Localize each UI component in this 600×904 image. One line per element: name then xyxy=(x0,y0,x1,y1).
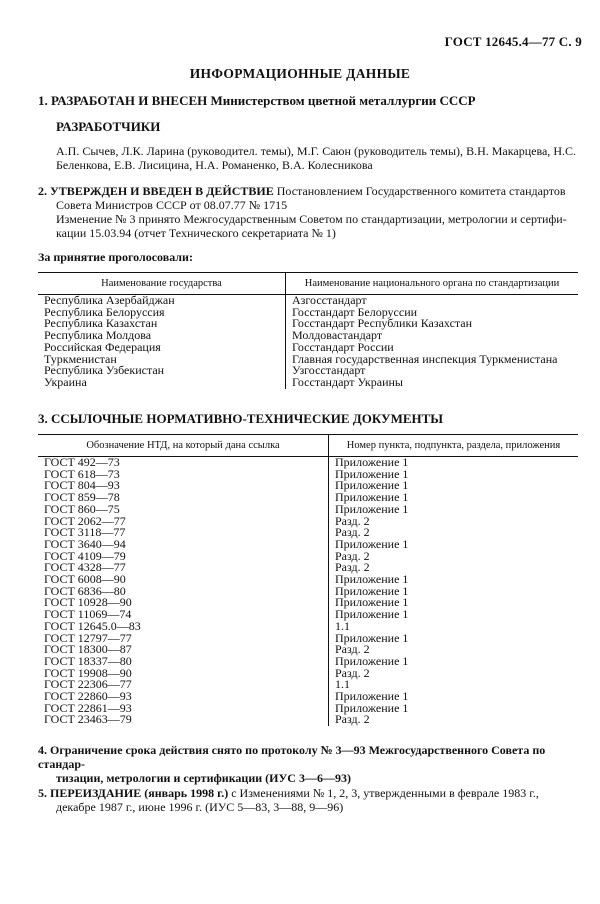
reference-row-col2: Приложение 1 xyxy=(335,595,409,610)
reference-row-col1: ГОСТ 10928—90 xyxy=(38,597,329,609)
voting-row-col2: Азгосстандарт xyxy=(292,293,367,307)
voting-label: За принятие проголосовали: xyxy=(38,250,193,264)
section-5-label: 5. ПЕРЕИЗДАНИЕ (январь 1998 г.) xyxy=(38,786,229,800)
reference-row-col1: ГОСТ 618—73 xyxy=(38,469,329,481)
reference-row-col2: Приложение 1 xyxy=(335,501,409,516)
page-header-doc-ref: ГОСТ 12645.4—77 С. 9 xyxy=(444,34,582,49)
reference-row xyxy=(38,714,578,726)
reference-row-col1: ГОСТ 3118—77 xyxy=(38,527,329,539)
section-5 xyxy=(38,786,578,814)
section-2-line2: Совета Министров СССР от 08.07.77 № 1715 xyxy=(56,198,288,212)
references-table xyxy=(38,434,578,726)
reference-row-col2: Приложение 1 xyxy=(335,630,409,645)
reference-row-col1: ГОСТ 6008—90 xyxy=(38,574,329,586)
section-4-line2: тизации, метрологии и сертификации (ИУС 3—6—93) xyxy=(56,771,351,785)
reference-row-col1: ГОСТ 492—73 xyxy=(38,457,329,469)
voting-table xyxy=(38,272,578,389)
section-1 xyxy=(38,94,476,108)
reference-row-col1: ГОСТ 22861—93 xyxy=(38,703,329,715)
reference-row-col2: 1.1 xyxy=(335,618,350,633)
reference-row-col2: Приложение 1 xyxy=(335,583,409,598)
voting-row-col1: Республика Казахстан xyxy=(38,318,286,330)
reference-row-col1: ГОСТ 18300—87 xyxy=(38,644,329,656)
voting-row-col2: Узгосстандарт xyxy=(292,363,366,378)
reference-row-col1: ГОСТ 12797—77 xyxy=(38,633,329,645)
voting-row-col1: Российская Федерация xyxy=(38,342,286,354)
reference-row-col2: Приложение 1 xyxy=(335,455,409,469)
voting-row-col2: Госстандарт Украины xyxy=(292,374,403,389)
reference-row-col1: ГОСТ 22860—93 xyxy=(38,691,329,703)
reference-row-col2: 1.1 xyxy=(335,677,350,692)
reference-row-col1: ГОСТ 6836—80 xyxy=(38,586,329,598)
reference-row-col2: Приложение 1 xyxy=(335,689,409,704)
reference-row-col2: Разд. 2 xyxy=(335,548,370,563)
section-5-line1: с Изменениями № 1, 2, 3, утвержденными в феврале 1983 г., xyxy=(231,786,539,800)
reference-row-col2: Разд. 2 xyxy=(335,712,370,727)
reference-row-col1: ГОСТ 859—78 xyxy=(38,492,329,504)
voting-row-col1: Туркменистан xyxy=(38,354,286,366)
reference-row-col1: ГОСТ 860—75 xyxy=(38,504,329,516)
voting-row-col2: Молдовастандарт xyxy=(292,328,383,343)
section-5-line2: декабре 1987 г., июне 1996 г. (ИУС 5—83, 3—88, 9—96) xyxy=(56,800,344,814)
reference-row-col1: ГОСТ 804—93 xyxy=(38,480,329,492)
reference-row-col1: ГОСТ 12645.0—83 xyxy=(38,621,329,633)
reference-row-col2: Разд. 2 xyxy=(335,665,370,680)
section-4-line1: 4. Ограничение срока действия снято по протоколу № 3—93 Межгосударственного Совета по стандар- xyxy=(38,743,546,771)
reference-row-col1: ГОСТ 19908—90 xyxy=(38,668,329,680)
reference-row-col1: ГОСТ 4328—77 xyxy=(38,562,329,574)
voting-table-header xyxy=(38,273,578,295)
reference-row-col2: Приложение 1 xyxy=(335,466,409,481)
reference-row-col2: Приложение 1 xyxy=(335,478,409,493)
reference-row-col2: Разд. 2 xyxy=(335,525,370,540)
voting-row-col1: Республика Азербайджан xyxy=(38,295,286,307)
section-2-line3: Изменение № 3 принято Межгосударственным Советом по стандартизации, метрологии и сертифи- xyxy=(56,212,567,226)
voting-row-col1: Республика Узбекистан xyxy=(38,365,286,377)
section-2-label: 2. УТВЕРЖДЕН И ВВЕДЕН В ДЕЙСТВИЕ xyxy=(38,184,274,198)
voting-row-col1: Украина xyxy=(38,377,286,389)
voting-row-col1: Республика Белоруссия xyxy=(38,307,286,319)
references-col-doc-header: Обозначение НТД, на который дана ссылка xyxy=(38,435,329,457)
voting-col-body-header: Наименование национального органа по стандартизации xyxy=(304,278,560,289)
section-1-text: Министерством цветной металлургии СССР xyxy=(210,93,476,108)
voting-row-col2: Главная государственная инспекция Туркменистана xyxy=(292,351,558,366)
reference-row-col1: ГОСТ 18337—80 xyxy=(38,656,329,668)
reference-row-col2: Приложение 1 xyxy=(335,572,409,587)
section-3-heading: 3. ССЫЛОЧНЫЕ НОРМАТИВНО-ТЕХНИЧЕСКИЕ ДОКУМЕНТЫ xyxy=(38,411,444,426)
page-title: ИНФОРМАЦИОННЫЕ ДАННЫЕ xyxy=(189,66,411,81)
reference-row-col2: Приложение 1 xyxy=(335,490,409,505)
reference-row-col2: Разд. 2 xyxy=(335,642,370,657)
reference-row-col2: Приложение 1 xyxy=(335,536,409,551)
voting-row xyxy=(38,377,578,389)
reference-row-col2: Разд. 2 xyxy=(335,513,370,528)
voting-row-col2: Госстандарт России xyxy=(292,339,394,354)
reference-row-col2: Приложение 1 xyxy=(335,607,409,622)
reference-row-col2: Приложение 1 xyxy=(335,700,409,715)
voting-row-col1: Республика Молдова xyxy=(38,330,286,342)
developers-heading: РАЗРАБОТЧИКИ xyxy=(56,119,161,134)
voting-col-state-header: Наименование государства xyxy=(38,273,286,295)
developers-names: А.П. Сычев, Л.К. Ларина (руководител. темы), М.Г. Саюн (руководитель темы), В.Н. Макарцева, Н.С. Беленкова, Е.В. Лисицина, Н.А. Романенко, В.А. Колесникова xyxy=(56,144,576,172)
section-2 xyxy=(38,184,578,240)
references-col-ref-header: Номер пункта, подпункта, раздела, приложения xyxy=(346,440,561,451)
reference-row-col1: ГОСТ 2062—77 xyxy=(38,516,329,528)
reference-row-col1: ГОСТ 23463—79 xyxy=(38,714,329,726)
references-table-header xyxy=(38,435,578,457)
section-1-label: 1. РАЗРАБОТАН И ВНЕСЕН xyxy=(38,93,208,108)
reference-row-col1: ГОСТ 4109—79 xyxy=(38,551,329,563)
section-4 xyxy=(38,743,578,785)
reference-row-col1: ГОСТ 11069—74 xyxy=(38,609,329,621)
section-2-line1: Постановлением Государственного комитета стандартов xyxy=(276,184,566,198)
reference-row-col2: Приложение 1 xyxy=(335,653,409,668)
reference-row-col1: ГОСТ 3640—94 xyxy=(38,539,329,551)
section-2-line4: кации 15.03.94 (отчет Технического секретариата № 1) xyxy=(56,226,336,240)
voting-row-col2: Госстандарт Белоруссии xyxy=(292,304,418,319)
reference-row-col2: Разд. 2 xyxy=(335,560,370,575)
reference-row-col1: ГОСТ 22306—77 xyxy=(38,679,329,691)
voting-row-col2: Госстандарт Республики Казахстан xyxy=(292,316,473,331)
